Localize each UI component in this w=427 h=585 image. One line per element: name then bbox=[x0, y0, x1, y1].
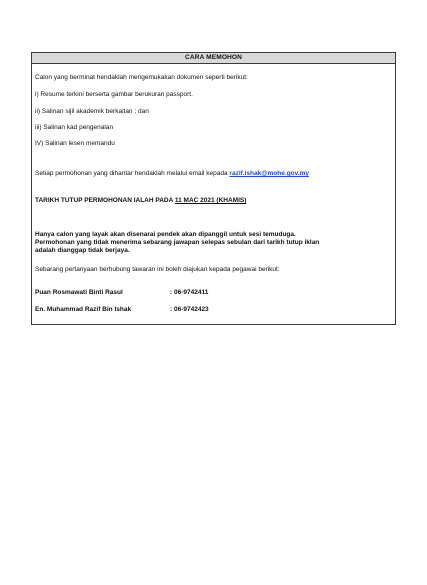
document-item-license: IV) Salinan lesen memandu bbox=[35, 140, 115, 147]
document-item-ic: iii) Salinan kad pengenalan bbox=[35, 124, 114, 131]
document-item-resume: i) Resume terkini berserta gambar berukuran passport. bbox=[35, 91, 193, 98]
email-instruction bbox=[35, 170, 309, 178]
notice-header: CARA MEMOHON bbox=[32, 53, 395, 64]
shortlist-line-2: Permohonan yang tidak menerima sebarang jawapan selepas sebulan dari tarikh tutup iklan bbox=[35, 239, 320, 246]
document-item-academic: ii) Salinan sijil akademik berkaitan ; dan bbox=[35, 108, 149, 115]
email-link[interactable]: razif.ishak@mohe.gov.my bbox=[229, 170, 309, 177]
closing-date: 11 MAC 2021 (KHAMIS) bbox=[174, 197, 247, 204]
enquiry-text: Sebarang pertanyaan berhubung tawaran ini boleh diajukan kepada pegawai berikut: bbox=[35, 266, 280, 273]
shortlist-line-3: adalah dianggap tidak berjaya. bbox=[35, 247, 130, 254]
application-notice-box bbox=[31, 52, 396, 325]
contact-phone-2: : 06-9742423 bbox=[170, 306, 209, 313]
contact-phone-1: : 06-9742411 bbox=[170, 289, 209, 296]
closing-date-prefix: TARIKH TUTUP PERMOHONAN IALAH PADA bbox=[35, 197, 175, 204]
intro-text: Calon yang berminat hendaklah mengemukakan dokumen seperti berikut: bbox=[35, 74, 248, 81]
contact-name-2: En. Muhammad Razif Bin Ishak bbox=[35, 306, 132, 313]
email-instruction-text: Setiap permohonan yang dihantar hendaklah melalui email kepada bbox=[35, 170, 230, 177]
contact-name-1: Puan Rosmawati Binti Rasul bbox=[35, 289, 123, 296]
closing-date-line bbox=[35, 197, 246, 205]
shortlist-line-1: Hanya calon yang layak akan disenarai pendek akan dipanggil untuk sesi temuduga. bbox=[35, 231, 296, 238]
